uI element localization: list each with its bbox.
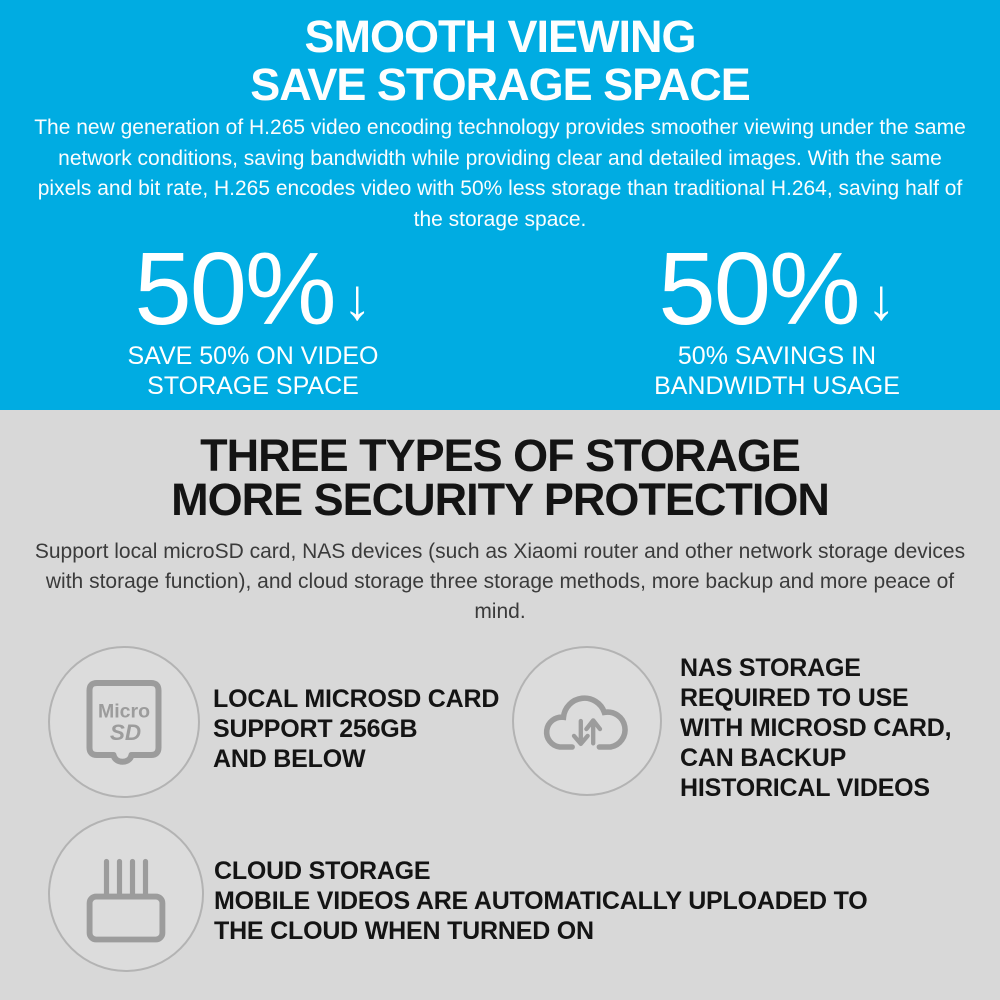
feature-line: LOCAL MICROSD CARD <box>213 685 500 713</box>
storage-section <box>0 410 1000 1000</box>
hero-paragraph-line: network conditions, saving bandwidth while providing clear and detailed images. With the same <box>58 146 942 170</box>
storage-title <box>0 430 1000 525</box>
router-icon <box>74 842 178 946</box>
stat-storage-saving <box>63 231 443 401</box>
feature-circle-cloud <box>48 816 204 972</box>
hero-paragraph <box>27 113 973 235</box>
feature-text-nas <box>680 653 951 803</box>
hero-title <box>0 13 1000 109</box>
stat-label-line: BANDWIDTH USAGE <box>654 372 900 400</box>
down-arrow-icon: ↓ <box>866 267 896 332</box>
feature-circle-microsd <box>48 646 200 798</box>
storage-title-line2: MORE SECURITY PROTECTION <box>171 474 829 525</box>
hero-title-line1: SMOOTH VIEWING <box>304 11 696 62</box>
feature-line: MOBILE VIDEOS ARE AUTOMATICALLY UPLOADED TO <box>214 887 868 915</box>
stat-value <box>587 231 967 346</box>
feature-line: HISTORICAL VIDEOS <box>680 774 930 802</box>
feature-line: WITH MICROSD CARD, <box>680 714 952 742</box>
storage-paragraph-line: mind. <box>474 600 526 623</box>
down-arrow-icon: ↓ <box>342 267 372 332</box>
stat-label-line: 50% SAVINGS IN <box>677 342 877 370</box>
feature-circle-nas <box>512 646 662 796</box>
feature-line: THE CLOUD WHEN TURNED ON <box>214 917 594 945</box>
feature-line: NAS STORAGE <box>680 654 861 682</box>
stat-label <box>587 341 967 401</box>
storage-paragraph <box>30 537 970 627</box>
microsd-card-icon <box>76 677 172 767</box>
stat-number: 50% <box>134 231 335 346</box>
stat-label <box>63 341 443 401</box>
storage-title-line1: THREE TYPES OF STORAGE <box>200 430 800 481</box>
feature-line: SUPPORT 256GB <box>213 715 418 743</box>
hero-paragraph-line: the storage space. <box>413 207 587 231</box>
hero-section <box>0 0 1000 410</box>
feature-text-cloud <box>214 856 868 946</box>
stat-number: 50% <box>658 231 859 346</box>
feature-line: CLOUD STORAGE <box>214 857 431 885</box>
stat-value <box>63 231 443 346</box>
svg-text:Micro: Micro <box>97 700 151 723</box>
feature-text-microsd <box>213 684 499 774</box>
hero-paragraph-line: The new generation of H.265 video encoding technology provides smoother viewing under the same <box>34 116 966 139</box>
storage-paragraph-line: with storage function), and cloud storage three storage methods, more backup and more peace of <box>45 570 955 593</box>
feature-line: AND BELOW <box>213 745 366 773</box>
hero-paragraph-line: pixels and bit rate, H.265 encodes video with 50% less storage than traditional H.264, saving half of <box>37 177 963 200</box>
stat-bandwidth-saving <box>587 231 967 401</box>
storage-paragraph-line: Support local microSD card, NAS devices (such as Xiaomi router and other network storage devices <box>34 540 966 563</box>
svg-text:SD: SD <box>109 720 142 745</box>
stat-label-line: SAVE 50% ON VIDEO <box>127 342 379 370</box>
feature-line: REQUIRED TO USE <box>680 684 909 712</box>
cloud-backup-arrows-icon <box>535 678 639 764</box>
feature-line: CAN BACKUP <box>680 744 847 772</box>
stat-label-line: STORAGE SPACE <box>147 372 359 400</box>
hero-title-line2: SAVE STORAGE SPACE <box>250 59 750 110</box>
